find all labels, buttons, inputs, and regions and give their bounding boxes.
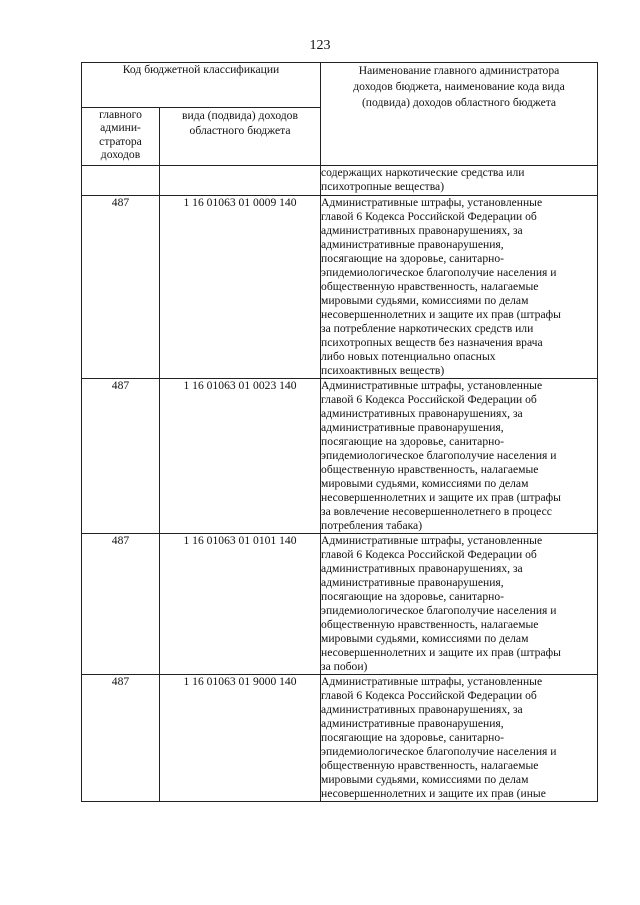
description-line: за побои) (321, 660, 368, 673)
revenue-code-cell: 1 16 01063 01 0023 140 (160, 379, 321, 534)
table-row (82, 675, 598, 802)
description-line: несовершеннолетних и защите их прав (штрафы (321, 491, 561, 504)
description-cell (321, 166, 598, 196)
description-line: несовершеннолетних и защите их прав (иные (321, 787, 546, 800)
table-body (82, 166, 598, 802)
description-line: психоактивных веществ) (321, 364, 445, 377)
description-line: несовершеннолетних и защите их прав (штрафы (321, 308, 561, 321)
table-row (82, 166, 598, 196)
header-admin-line: стратора (99, 134, 142, 148)
description-line: психотропные вещества) (321, 180, 445, 193)
header-code-column (160, 108, 321, 166)
description-line: либо новых потенциально опасных (321, 350, 496, 363)
header-admin-line: админи- (100, 121, 141, 135)
table-row (82, 379, 598, 534)
revenue-code-cell: 1 16 01063 01 0101 140 (160, 534, 321, 675)
revenue-code-cell (160, 166, 321, 196)
revenue-code-cell: 1 16 01063 01 0009 140 (160, 196, 321, 379)
description-line: главой 6 Кодекса Российской Федерации об (321, 210, 537, 223)
description-line: Административные штрафы, установленные (321, 196, 543, 209)
description-line: эпидемиологическое благополучие населения и (321, 266, 557, 279)
description-cell (321, 675, 598, 802)
description-line: административных правонарушениях, за (321, 407, 523, 420)
description-cell (321, 379, 598, 534)
description-line: эпидемиологическое благополучие населения и (321, 604, 557, 617)
description-line: Административные штрафы, установленные (321, 675, 543, 688)
description-line: общественную нравственность, налагаемые (321, 759, 539, 772)
description-line: общественную нравственность, налагаемые (321, 280, 539, 293)
description-line: главой 6 Кодекса Российской Федерации об (321, 548, 537, 561)
description-line: Административные штрафы, установленные (321, 534, 543, 547)
description-line: посягающие на здоровье, санитарно- (321, 252, 504, 265)
admin-code-cell (82, 166, 160, 196)
description-cell (321, 534, 598, 675)
description-line: административные правонарушения, (321, 717, 504, 730)
header-name-line: (подвида) доходов областного бюджета (361, 96, 557, 109)
description-line: мировыми судьями, комиссиями по делам (321, 294, 529, 307)
description-line: административные правонарушения, (321, 576, 504, 589)
description-line: посягающие на здоровье, санитарно- (321, 435, 504, 448)
header-name-column (321, 63, 598, 166)
header-code-line: вида (подвида) доходов (182, 109, 298, 122)
description-line: главой 6 Кодекса Российской Федерации об (321, 393, 537, 406)
description-line: мировыми судьями, комиссиями по делам (321, 477, 529, 490)
description-line: эпидемиологическое благополучие населения и (321, 745, 557, 758)
description-line: психотропных веществ без назначения врача (321, 336, 543, 349)
admin-code-cell: 487 (82, 534, 160, 675)
description-line: общественную нравственность, налагаемые (321, 618, 539, 631)
header-name-line: Наименование главного администратора (358, 64, 560, 77)
table-row (82, 534, 598, 675)
description-line: содержащих наркотические средства или (321, 166, 525, 179)
description-line: за потребление наркотических средств или (321, 322, 534, 335)
budget-classification-table (81, 62, 598, 802)
page-number: 123 (309, 38, 331, 53)
header-admin-column (82, 108, 160, 166)
description-line: мировыми судьями, комиссиями по делам (321, 632, 529, 645)
description-line: потребления табака) (321, 519, 423, 532)
description-line: несовершеннолетних и защите их прав (штрафы (321, 646, 561, 659)
description-line: административных правонарушениях, за (321, 562, 523, 575)
admin-code-cell: 487 (82, 196, 160, 379)
header-admin-line: доходов (100, 148, 141, 162)
admin-code-cell: 487 (82, 379, 160, 534)
description-line: за вовлечение несовершеннолетнего в процесс (321, 505, 552, 518)
description-line: мировыми судьями, комиссиями по делам (321, 773, 529, 786)
description-line: административных правонарушениях, за (321, 703, 523, 716)
header-row-group (82, 63, 598, 108)
revenue-code-cell: 1 16 01063 01 9000 140 (160, 675, 321, 802)
header-admin-line: главного (99, 108, 142, 121)
description-line: административные правонарушения, (321, 421, 504, 434)
admin-code-cell: 487 (82, 675, 160, 802)
description-line: административных правонарушениях, за (321, 224, 523, 237)
description-cell (321, 196, 598, 379)
description-line: общественную нравственность, налагаемые (321, 463, 539, 476)
description-line: посягающие на здоровье, санитарно- (321, 590, 504, 603)
header-name-line: доходов бюджета, наименование кода вида (353, 80, 565, 93)
description-line: главой 6 Кодекса Российской Федерации об (321, 689, 537, 702)
table-row (82, 196, 598, 379)
description-line: Административные штрафы, установленные (321, 379, 543, 392)
description-line: административные правонарушения, (321, 238, 504, 251)
header-budget-code-group: Код бюджетной классификации (82, 63, 321, 108)
description-line: посягающие на здоровье, санитарно- (321, 731, 504, 744)
header-code-line: областного бюджета (189, 124, 291, 137)
description-line: эпидемиологическое благополучие населения и (321, 449, 557, 462)
